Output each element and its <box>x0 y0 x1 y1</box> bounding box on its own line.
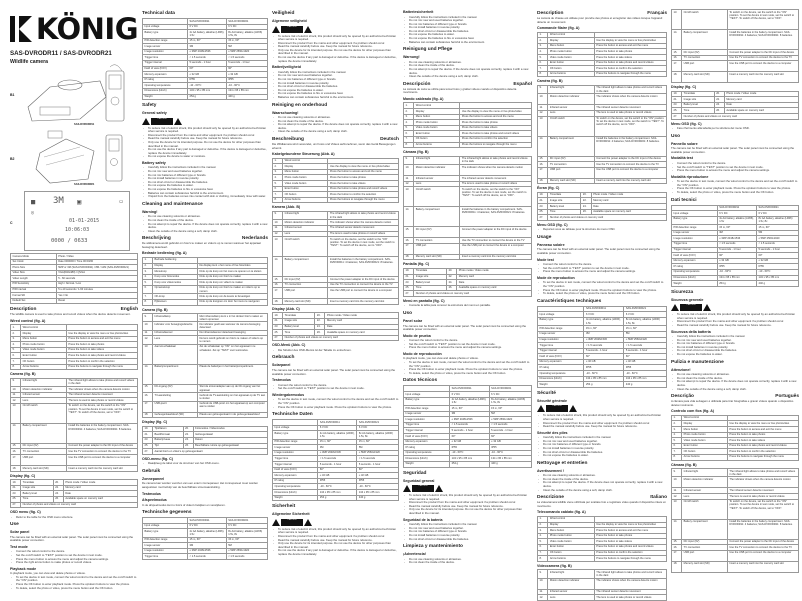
lightning-triangle-icon <box>304 519 312 526</box>
tech-data-table-nl: SAS-DVRODR11 SAS-DVRODR21 Input voltage 6 V DC 6 V DC Battery type 4x AA battery, alkaline (LR06), 1.5v 8x AA battery, alkaline (LR06) 1.5v, 8x PIR detection range 15 m, 60° 15 m, 60° Image sensor 3M 5M Image resolution ≤ 3MP 2048x1536 ≤ 5MP 2560x1920 Trigger time < 1.5 seconds < 1.5 seconds <box>142 517 268 560</box>
display-table-en: 19. Time/date 20. Photo mode / Video mode 21. Image size 22. Memory card 23. Battery level 24. Date 25. Time 26. Available space on memory card 27. Number of photos and videos on memory card <box>10 479 138 508</box>
warning-triangle-icon <box>142 118 150 125</box>
solar-heading: Solar panel <box>10 530 30 535</box>
caution-label: CAUTION <box>281 26 303 33</box>
tech-data-table-en: SAS-DVRODR11 SAS-DVRODR21 Input voltage 6 V DC 6 V DC Battery type 4x AA battery, alkaline (LR06), 1.5v 8x AA battery, alkaline (LR06) 1.5v, 8x PIR detection range 15 m, 60° 15 m, 60° Image sensor 3M 5M Image resolution ≤ 3MP 2048x1536 ≤ 5MP 2560x1920 Trigger time < 1.5 seconds < 1.5 seconds Trigger interval 5 seconds - 1 hour 5 seconds - 1 hour Field of view (FOV) 60° 60° Memory expansion ≤ 32 GB ≤ 32 GB IP rating IP55 IP55 Operating temperature -10 - 60°C -10 - 60°C Dimensions (lxbxh) 134 x 95 x 85 mm 134 x 95 x 85 mm Weight 254 g 440 g <box>142 18 268 100</box>
figure-b2-label: B2 <box>10 157 15 161</box>
figure-b1-label: B1 <box>10 93 15 97</box>
caution-warning-symbols <box>272 26 399 33</box>
language-label: English <box>120 307 138 313</box>
camera-heading: Camera (fig. B) <box>10 372 36 377</box>
display-heading: Display (fig. C) <box>10 473 36 478</box>
safety-heading-nl: Veiligheid <box>272 11 295 16</box>
column-5: Description Français La caméra de chasse est utilisée pour prendre des photos et enregistrer des vidéos lorsque l'appareil détecte un mouvement. Commande filaire (fig. A) 1. Wired control 2. Display Use the display to view the menu or live photo/video 3. Menu button Press the button to access and exit the menu 4. Photo mode button Press the button to take photos 5. Video mode button Press the button to take videos 6. Enter button Press the button to take photos and record videos 7. OK button Press the button to confirm the selection 8. Arrow buttons Press the buttons to navigate through the menu Caméra (fig. B) 9. Infrared light The infrared light allows to take photos and record videos in the dark 10. Motion detection indicator The indicator shows when the camera detects motion 11. Infrared sensor The infrared sensor detects movement 12. Lens The lens is used to take photos or record videos 13. On/off switch To switch on the device, set the switch to the "ON" position. To set the device in test mode, set the switch to "TEST". To switch off the device, set to "OFF". 14. Battery compartment Install the batteries in the battery compartment. SAS-DVRODR11: 4 batteries; SAS-DVRODR21: 8 batteries. 15. DC input (6V) Connect the power adapter to the DC input of the device 16. TV connection Use the TV connection to connect the device to the TV 17. USB port Use the USB port to connect the device to a computer 18. Memory card slot (SD) Insert a memory card into the memory card slot Écran (fig. C) 19. Time/date 20. Photo mode / Video mode 21. Image size 22. Memory card 23. Battery level 24. Date 25. Time 26. Available space on memory card 27. Number of photos and videos on memory card Menu OSD (fig. C) - Reportez-vous au tableau pour la structure du menu OSD. Usage Panneau solaire The camera can be fitted with an external solar panel. The solar panel must be connected using the available power connection. Mode test - Connect the wired control to the device. - Set the on/off switch to "TEST" position to set the device in test mode. - Press the menu button to access the menu and adjust the camera settings. Mode de reproduction - To set the device in test mode, connect the wired control to the device and set the on/off switch to the "ON" position. - Press the OK button to enter playback mode. Press the up/down buttons to view the photos. - To delete, select the photo or video, press the menu button and the OK button. Caractéristiques techniques SAS-DVRODR11 SAS-DVRODR21 Input voltage 6 V DC 6 V DC Battery type 4x AA battery, alkaline (LR06), 1.5v 8x AA battery, alkaline (LR06) 1.5v, 8x PIR detection range 15 m, 60° 15 m, 60° Image sensor 3M 5M Image resolution ≤ 3MP 2048x1536 ≤ 5MP 2560x1920 Trigger time < 1.5 seconds < 1.5 seconds Trigger interval 5 seconds - 1 hour 5 seconds - 1 hour Field of view (FOV) 60° 60° Memory expansion ≤ 32 GB ≤ 32 GB IP rating IP55 IP55 Operating temperature -10 - 60°C -10 - 60°C Dimensions (lxbxh) 134 x 95 x 85 mm 134 x 95 x 85 mm Weight 254 g 440 g Sécurité Sécurité générale CAUTION - To reduce risk of electric shock, this product should only be opened by an authorized technician when service is required. - Disconnect the product from the mains and other equipment if a problem should occur. - Read the manual carefully before use. Keep the manual for future reference. Sécurité des piles - Carefully follow the instructions included in the manual. - Do not mix new and used batteries together. - Do not mix batteries of different type or brands. - Do not install batteries in reverse polarity. - Do not short-circuit or disassemble the batteries. - Do not expose the batteries to water. Nettoyage et entretien Avertissement ! - Do not use cleaning solvents or abrasives. - Do not clean the inside of the device. - Do not attempt to repair the device. If the device does not operate correctly, replace it with a new device. - Clean the outside of the device using a soft, damp cloth. Descrizione Italiano La videocamera wildlife viene utilizzata per scattare foto e registrare video quando il dispositivo rileva un movimento. Telecomando cablato (fig. A) 1. Wired control 2. Display Use the display to view the menu or live photo/video 3. Menu button Press the button to access and exit the menu 4. Photo mode button Press the button to take photos 5. Video mode button Press the button to take videos 6. Enter button Press the button to take photos and record videos 7. OK button Press the button to confirm the selection 8. Arrow buttons Press the buttons to navigate through the menu Videocamera (fig. B) 9. Infrared light The infrared light allows to take photos and record videos in the dark 10. Motion detection indicator The indicator shows when the camera detects motion 11. Infrared sensor The infrared sensor detects movement 12. Lens The lens is used to take photos or record videos <box>537 8 667 560</box>
warning-triangle-icon <box>671 304 679 311</box>
language-label: Português <box>775 394 799 400</box>
section-description-en: Description English <box>10 307 138 313</box>
camera-table-nl: 9. Infraroodlamp Met infraroodlamp kunt u in het donker foto's maken en video's opnemen 10. Indicator voor bewegingsdetectie De indicator geeft aan wanneer de camera beweging detecteert 11. Infraroodsensor De infraroodsensor detecteert beweging 12. Lens De lens wordt gebruikt om foto's te maken of video's op te nemen 13. Aan/uit-schakelaar Zet de schakelaar op "ON" om het apparaat in te schakelen. Zet op "TEST" voor testmodus. 14. Batterijcompartiment Plaats de batterijen in het batterijcompartiment. 15. DC-ingang (6V) Sluit de stroomadapter aan op de DC-ingang van het apparaat 16. TV-aansluiting Gebruik de TV-aansluiting om het apparaat op de TV aan te sluiten 17. USB-poort Gebruik de USB-poort om het apparaat op een computer aan te sluiten 18. Geheugenkaartsleuf (SD) Plaats een geheugenkaart in de geheugenkaartsleuf <box>142 313 268 418</box>
lightning-triangle-icon <box>304 26 312 33</box>
language-label: Nederlands <box>241 236 268 242</box>
section-description-it: Descrizione Italiano <box>537 495 667 501</box>
section-description-pt: Descrição Português <box>671 394 799 400</box>
remote-table-fr: 1. Wired control 2. Display Use the display to view the menu or live photo/video 3. Menu button Press the button to access and exit the menu 4. Photo mode button Press the button to take photos 5. Video mode button Press the button to take videos 6. Enter button Press the button to take photos and record videos 7. OK button Press the button to confirm the selection 8. Arrow buttons Press the buttons to navigate through the menu <box>537 32 667 78</box>
logo-bar <box>10 16 15 42</box>
tech-data-table-it: SAS-DVRODR11 SAS-DVRODR21 Input voltage 6 V DC 6 V DC Battery type 4x AA battery, alkaline (LR06), 1.5v 8x AA battery, alkaline (LR06) 1.5v, 8x PIR detection range 15 m, 60° 15 m, 60° Image sensor 3M 5M Image resolution ≤ 3MP 2048x1536 ≤ 5MP 2560x1920 Trigger time < 1.5 seconds < 1.5 seconds Trigger interval 5 seconds - 1 hour 5 seconds - 1 hour Field of view (FOV) 60° 60° Memory expansion ≤ 32 GB ≤ 32 GB IP rating IP55 IP55 Operating temperature -10 - 60°C -10 - 60°C Dimensions (lxbxh) 134 x 95 x 85 mm 134 x 95 x 85 mm Weight 254 g 440 g <box>671 205 799 287</box>
figure-b1-caption: SAS-DVRODR11 <box>74 123 95 126</box>
logo-chevron-icon <box>19 16 32 42</box>
lightning-triangle-icon <box>435 485 443 492</box>
section-description-nl: Beschrijving Nederlands <box>142 236 268 242</box>
lcd-photo-count: 0000 / 0633 <box>51 238 88 244</box>
description-text: The wildlife camera is used to take photos and record videos when the device detects movement. <box>10 312 131 317</box>
konig-logo <box>10 12 138 46</box>
column-3: Veiligheid Algemene veiligheid CAUTION - To reduce risk of electric shock, this product should only be opened by an authorized technician when service is required. - Disconnect the product from the mains and other equipment if a problem should occur. - Read the manual carefully before use. Keep the manual for future reference. - Only use the device for its intended purpose. Do not use the device for other purposes than described in the manual. - Do not use the device if any part is damaged or defective. If the device is damaged or defective, replace the device immediately. Batterijveiligheid - Carefully follow the instructions included in the manual. - Do not mix new and used batteries together. - Do not mix batteries of different type or brands. - Do not install batteries in reverse polarity. - Do not short-circuit or disassemble the batteries. - Do not expose the batteries to water. - Do not expose the batteries to fire or excessive heat. - Batteries can contain substances harmful to the environment. Reiniging en onderhoud Waarschuwing! - Do not use cleaning solvents or abrasives. - Do not clean the inside of the device. - Do not attempt to repair the device. If the device does not operate correctly, replace it with a new device. - Clean the outside of the device using a soft, damp cloth. Beschreibung Deutsch Die Wildkamera wird verwendet, um Fotos und Videos aufzunehmen, wenn das Gerät Bewegungen erkennt. Kabelgebundene Steuerung (Abb. A) 1. Wired control 2. Display Use the display to view the menu or live photo/video 3. Menu button Press the button to access and exit the menu 4. Photo mode button Press the button to take photos 5. Video mode button Press the button to take videos 6. Enter button Press the button to take photos and record videos 7. OK button Press the button to confirm the selection 8. Arrow buttons Press the buttons to navigate through the menu Kamera (Abb. B) 9. Infrared light The infrared light allows to take photos and record videos in the dark 10. Motion detection indicator The indicator shows when the camera detects motion 11. Infrared sensor The infrared sensor detects movement 12. Lens The lens is used to take photos or record videos 13. On/off switch To switch on the device, set the switch to the "ON" position. To set the device in test mode, set the switch to "TEST". To switch off the device, set to "OFF". 14. Battery compartment Install the batteries in the battery compartment. SAS-DVRODR11: 4 batteries; SAS-DVRODR21: 8 batteries. 15. DC input (6V) Connect the power adapter to the DC input of the device 16. TV connection Use the TV connection to connect the device to the TV 17. USB port Use the USB port to connect the device to a computer 18. Memory card slot (SD) Insert a memory card into the memory card slot Display (Abb. C) 19. Time/date 20. Photo mode / Video mode 21. Image size 22. Memory card 23. Battery level 24. Date 25. Time 26. Available space on memory card 27. Number of photos and videos on memory card OSD-Menü (Abb. C) - Die Struktur des OSD-Menüs ist der Tabelle zu entnehmen. Gebrauch Solarpanel The camera can be fitted with an external solar panel. The solar panel must be connected using the available power connection. Testmodus - Connect the wired control to the device. - Set the on/off switch to "TEST" position to set the device in test mode. Wiedergabemodus - To set the device in test mode, connect the wired control to the device and set the on/off switch to the "ON" position. - Press the OK button to enter playback mode. Press the up/down buttons to view the photos. Technische Daten SAS-DVRODR11 SAS-DVRODR21 Input voltage 6 V DC 6 V DC Battery type 4x AA battery, alkaline (LR06), 1.5v 8x AA battery, alkaline (LR06) 1.5v, 8x PIR detection range 15 m, 60° 15 m, 60° Image sensor 3M 5M Image resolution ≤ 3MP 2048x1536 ≤ 5MP 2560x1920 Trigger time < 1.5 seconds < 1.5 seconds Trigger interval 5 seconds - 1 hour 5 seconds - 1 hour Field of view (FOV) 60° 60° Memory expansion ≤ 32 GB ≤ 32 GB IP rating IP55 IP55 Operating temperature -10 - 60°C -10 - 60°C Dimensions (lxbxh) 134 x 95 x 85 mm 134 x 95 x 85 mm Weight 254 g 440 g Sicherheit Allgemeine Sicherheit CAUTION - To reduce risk of electric shock, this product should only be opened by an authorized technician when service is required. - Disconnect the product from the mains and other equipment if a problem should occur. - Read the manual carefully before use. Keep the manual for future reference. - Only use the device for its intended purpose. Do not use the device for other purposes than described in the manual. - Do not use the device if any part is damaged or defective. If the device is damaged or defective, replace the device immediately. <box>272 8 399 560</box>
remote-table-en: 1. Wired control 2. Display Use the display to view the menu or live photo/video 3. Menu button Press the button to access and exit the menu 4. Photo mode button Press the button to take photos 5. Video mode button Press the button to take videos 6. Enter button Press the button to take photos and record videos 7. OK button Press the button to confirm the selection 8. Arrow buttons Press the buttons to navigate through the menu <box>10 324 138 370</box>
camera-table-it: 9. Infrared light The infrared light allows to take photos and record videos in the dark 10. Motion detection indicator The indicator shows when the camera detects motion 11. Infrared sensor The infrared sensor detects movement 12. Lens The lens is used to take photos or record videos <box>537 569 667 601</box>
warning-triangle-icon <box>272 519 280 526</box>
caution-label: CAUTION <box>546 405 568 412</box>
figure-c-label: C <box>10 221 13 225</box>
section-description-es: Descripción Español <box>403 81 532 87</box>
camera-table-en: 9. Infrared light The infrared light allows to take photos and record videos in the dark 10. Motion detection indicator The indicator shows when the camera detects motion 11. Infrared sensor The infrared sensor detects movement 12. Lens The lens is used to take photos or record videos 13. On/off switch To switch on the device, set the switch to the "ON" position. To set the device in test mode, set the switch to "TEST". To switch off the device, set to "OFF". 14. Battery compartment Install the batteries in the battery compartment. SAS-DVRODR11: 4 batteries; SAS-DVRODR21: 8 batteries. 15. DC input (6V) Connect the power adapter to the DC input of the device 16. TV connection Use the TV connection to connect the device to the TV 17. USB port Use the USB port to connect the device to a computer 18. Memory card slot (SD) Insert a memory card into the memory card slot <box>10 378 138 472</box>
test-mode-heading: Test mode <box>10 544 28 549</box>
column-1: KÖNIG SAS-DVRODR11 / SAS-DVRODR21 Wildlife camera B1 SAS-DVRODR11 B2 SAS-DVRODR21 C ■ 3M ▣ ▭ ◎ 01-01-2015 10:06:03 0000 / 0633 Camera Mode Photo / Video Set Clock Date 00/00/00 / Time 00:00/00 Photo Size 5MP or 3M (SAS-DVRODR11) / 8M / 12M (SAS-DVRODR21) Video Size VGA(640x480) / QVGA Video Length 5 - 60 seconds PIR Sensitivity High / Normal / Low PIR Interval 5 s-10 seconds / 1-60 minutes Format SD Yes / No Default Set Reset Description English The wildlife camera is used to take photos and record videos when the device detects movement. Wired control (fig. A) 1. Wired control 2. Display Use the display to view the menu or live photo/video 3. Menu button Press the button to access and exit the menu 4. Photo mode button Press the button to take photos 5. Video mode button Press the button to take videos 6. Enter button Press the button to take photos and record videos 7. OK button Press the button to confirm the selection 8. Arrow buttons Press the buttons to navigate through the menu Camera (fig. B) 9. Infrared light The infrared light allows to take photos and record videos in the dark 10. Motion detection indicator The indicator shows when the camera detects motion 11. Infrared sensor The infrared sensor detects movement 12. Lens The lens is used to take photos or record videos 13. On/off switch To switch on the device, set the switch to the "ON" position. To set the device in test mode, set the switch to "TEST". To switch off the device, set to "OFF". 14. Battery compartment Install the batteries in the battery compartment. SAS-DVRODR11: 4 batteries; SAS-DVRODR21: 8 batteries. 15. DC input (6V) Connect the power adapter to the DC input of the device 16. TV connection Use the TV connection to connect the device to the TV 17. USB port Use the USB port to connect the device to a computer 18. Memory card slot (SD) Insert a memory card into the memory card slot Display (fig. C) 19. Time/date 20. Photo mode / Video mode 21. Image size 22. Memory card 23. Battery level 24. Date 25. Time 26. Available space on memory card 27. Number of photos and videos on memory card OSD menu (fig. C) - Refer to the table for the OSD menu structure. Use Solar panel The camera can be fitted with an external solar panel. The solar panel must be connected using the available power connection. Test mode - Connect the wired control to the device. - Set the on/off switch to "TEST" position to set the device in test mode. - Press the menu button to access the menu and adjust the camera settings. - Press the right arrow button to make photos or record videos. Playback mode In playback mode, you can view and delete photos or videos. - To set the device in test mode, connect the wired control to the device and set the on/off switch to the "ON" position. - Press the OK button to enter playback mode. Press the up/down buttons to view the photos. - To delete, select the photo or video, press the menu button and the OK button. <box>10 8 138 560</box>
warning-triangle-icon <box>272 26 280 33</box>
battery-icon: ▭ <box>119 198 123 205</box>
caution-label: CAUTION <box>680 304 702 311</box>
camera-heading-nl: Camera (fig. B) <box>142 307 168 312</box>
camera-table-pt: 9. Infrared light The infrared light allows to take photos and record videos in the dark 10. Motion detection indicator The indicator shows when the camera detects motion 11. Infrared sensor The infrared sensor detects movement 12. Lens The lens is used to take photos or record videos 13. On/off switch To switch on the device, set the switch to the "ON" position. To set the device in test mode, set the switch to "TEST". To switch off the device, set to "OFF". 14. Battery compartment Install the batteries in the battery compartment. SAS-DVRODR11: 4 batteries; SAS-DVRODR21: 8 batteries. 15. DC input (6V) Connect the power adapter to the DC input of the device 16. TV connection Use the TV connection to connect the device to the TV 17. USB port Use the USB port to connect the device to a computer 18. Memory card slot (SD) Insert a memory card into the memory card slot <box>671 468 799 573</box>
remote-heading: Wired control (fig. A) <box>10 318 46 323</box>
remote-heading-nl: Bedrade bediening (fig. A) <box>142 251 187 256</box>
lightning-triangle-icon <box>569 405 577 412</box>
brand-name: KÖNIG <box>35 12 138 46</box>
tech-data-table-fr: SAS-DVRODR11 SAS-DVRODR21 Input voltage 6 V DC 6 V DC Battery type 4x AA battery, alkaline (LR06), 1.5v 8x AA battery, alkaline (LR06) 1.5v, 8x PIR detection range 15 m, 60° 15 m, 60° Image sensor 3M 5M Image resolution ≤ 3MP 2048x1536 ≤ 5MP 2560x1920 Trigger time < 1.5 seconds < 1.5 seconds Trigger interval 5 seconds - 1 hour 5 seconds - 1 hour Field of view (FOV) 60° 60° Memory expansion ≤ 32 GB ≤ 32 GB IP rating IP55 IP55 Operating temperature -10 - 60°C -10 - 60°C Dimensions (lxbxh) 134 x 95 x 85 mm 134 x 95 x 85 mm Weight 254 g 440 g <box>537 306 667 388</box>
lcd-time: 10:06:03 <box>65 227 90 233</box>
column-2: Technical data SAS-DVRODR11 SAS-DVRODR21 Input voltage 6 V DC 6 V DC Battery type 4x AA battery, alkaline (LR06), 1.5v 8x AA battery, alkaline (LR06) 1.5v, 8x PIR detection range 15 m, 60° 15 m, 60° Image sensor 3M 5M Image resolution ≤ 3MP 2048x1536 ≤ 5MP 2560x1920 Trigger time < 1.5 seconds < 1.5 seconds Trigger interval 5 seconds - 1 hour 5 seconds - 1 hour Field of view (FOV) 60° 60° Memory expansion ≤ 32 GB ≤ 32 GB IP rating IP55 IP55 Operating temperature -10 - 60°C -10 - 60°C Dimensions (lxbxh) 134 x 95 x 85 mm 134 x 95 x 85 mm Weight 254 g 440 g Safety General safety CAUTION - To reduce risk of electric shock, this product should only be opened by an authorized technician when service is required. - Disconnect the product from the mains and other equipment if a problem should occur. - Read the manual carefully before use. Keep the manual for future reference. - Only use the device for its intended purpose. Do not use the device for other purposes than described in the manual. - Do not use the device if any part is damaged or defective. If the device is damaged or defective, replace the device immediately. - Do not expose the device to water or moisture. Battery safety - Carefully follow the instructions included in the manual. - Do not mix new and used batteries together. - Do not mix batteries of different type or brands. - Do not install batteries in reverse polarity. - Do not short-circuit or disassemble the batteries. - Do not expose the batteries to water. - Do not expose the batteries to fire or excessive heat. - Batteries can contain substances harmful to the environment. - If liquid from the batteries comes into contact with skin or clothing, immediately rinse with water. Cleaning and maintenance Warning! - Do not use cleaning solvents or abrasives. - Do not clean the inside of the device. - Do not attempt to repair the device. If the device does not operate correctly, replace it with a new device. - Clean the outside of the device using a soft, damp cloth. Beschrijving Nederlands De wildcamera wordt gebruikt om foto's te maken en video's op te nemen wanneer het apparaat beweging detecteert. Bedrade bediening (fig. A) 1. Bedrade bediening 2. Display De display kunt u het menu of live foto/video 3. Menuknop Druk op de knop om het menu te openen en te sluiten 4. Knop voor fotomodus Druk op de knop om foto's te maken 5. Knop voor videomodus Druk op de knop om video's te maken 6. Opnameknop Druk op de knop om foto's te maken en video's op te nemen 7. OK-knop Druk op de knop om de keuze te bevestigen 8. Pijltoetsen Druk op de knoppen om door het menu te navigeren Camera (fig. B) 9. Infraroodlamp Met infraroodlamp kunt u in het donker foto's maken en video's opnemen 10. Indicator voor bewegingsdetectie De indicator geeft aan wanneer de camera beweging detecteert 11. Infraroodsensor De infraroodsensor detecteert beweging 12. Lens De lens wordt gebruikt om foto's te maken of video's op te nemen 13. Aan/uit-schakelaar Zet de schakelaar op "ON" om het apparaat in te schakelen. Zet op "TEST" voor testmodus. 14. Batterijcompartiment Plaats de batterijen in het batterijcompartiment. 15. DC-ingang (6V) Sluit de stroomadapter aan op de DC-ingang van het apparaat 16. TV-aansluiting Gebruik de TV-aansluiting om het apparaat op de TV aan te sluiten 17. USB-poort Gebruik de USB-poort om het apparaat op een computer aan te sluiten 18. Geheugenkaartsleuf (SD) Plaats een geheugenkaart in de geheugenkaartsleuf Display (fig. C) 19. Tijd/datum 20. Fotomodus / Videomodus 21. Beeldformaat 22. Geheugenkaart 23. Batterijniveau 24. Datum 25. Tijd 26. Beschikbare ruimte op geheugenkaart 27. Aantal foto's en video's op geheugenkaart OSD-menu (fig. C) - Raadpleeg de tabel voor de structuur van het OSD-menu. Gebruik Zonnepaneel De camera kan worden voorzien van een extern zonnepaneel. Het zonnepaneel moet worden aangesloten met behulp van de beschikbare stroomaansluiting. Testmodus Afspeelmodus In de afspeelmodus kunt u foto's of video's bekijken en verwijderen. Technische gegevens SAS-DVRODR11 SAS-DVRODR21 Input voltage 6 V DC 6 V DC Battery type 4x AA battery, alkaline (LR06), 1.5v 8x AA battery, alkaline (LR06) 1.5v, 8x PIR detection range 15 m, 60° 15 m, 60° Image sensor 3M 5M Image resolution ≤ 3MP 2048x1536 ≤ 5MP 2560x1920 Trigger time < 1.5 seconds < 1.5 seconds <box>142 8 268 560</box>
image-size-indicator: 3M <box>53 196 64 206</box>
display-heading-nl: Display (fig. C) <box>142 420 168 425</box>
remote-table-pt: 1. Wired control 2. Display Use the display to view the menu or live photo/video 3. Menu button Press the button to access and exit the menu 4. Photo mode button Press the button to take photos 5. Video mode button Press the button to take videos 6. Enter button Press the button to take photos and record videos 7. OK button Press the button to confirm the selection 8. Arrow buttons Press the buttons to navigate through the menu <box>671 415 799 461</box>
model-number: SAS-DVRODR11 / SAS-DVRODR21 <box>10 50 112 57</box>
caution-label: CAUTION <box>151 118 173 125</box>
motion-icon: ◎ <box>31 210 35 216</box>
display-table-it: 19. Time/date 20. Photo mode / Video mode 21. Image size 22. Memory card 23. Battery level 24. Date 25. Time 26. Available space on memory card 27. Number of photos and videos on memory card <box>671 91 799 120</box>
caution-warning-symbols <box>142 118 268 125</box>
caution-warning-symbols <box>272 519 399 526</box>
osd-heading: OSD menu (fig. C) <box>10 510 41 515</box>
camera-table-fr: 9. Infrared light The infrared light allows to take photos and record videos in the dark 10. Motion detection indicator The indicator shows when the camera detects motion 11. Infrared sensor The infrared sensor detects movement 12. Lens The lens is used to take photos or record videos 13. On/off switch To switch on the device, set the switch to the "ON" position. To set the device in test mode, set the switch to "TEST". To switch off the device, set to "OFF". 14. Battery compartment Install the batteries in the battery compartment. SAS-DVRODR11: 4 batteries; SAS-DVRODR21: 8 batteries. 15. DC input (6V) Connect the power adapter to the DC input of the device 16. TV connection Use the TV connection to connect the device to the TV 17. USB port Use the USB port to connect the device to a computer 18. Memory card slot (SD) Insert a memory card into the memory card slot <box>537 85 667 184</box>
warning-triangle-icon <box>537 405 545 412</box>
column-4: Batteriesicherheit - Carefully follow the instructions included in the manual. - Do not mix new and used batteries together. - Do not mix batteries of different type or brands. - Do not install batteries in reverse polarity. - Do not short-circuit or disassemble the batteries. - Do not expose the batteries to water. - Do not expose the batteries to fire or excessive heat. - Batteries can contain substances harmful to the environment. Reinigung und Pflege Warnung! - Do not use cleaning solvents or abrasives. - Do not clean the inside of the device. - Do not attempt to repair the device. If the device does not operate correctly, replace it with a new device. - Clean the outside of the device using a soft, damp cloth. Descripción Español La cámara de caza se utiliza para tomar fotos y grabar vídeos cuando el dispositivo detecta movimiento. Mando cableado (fig. A) 1. Wired control 2. Display Use the display to view the menu or live photo/video 3. Menu button Press the button to access and exit the menu 4. Photo mode button Press the button to take photos 5. Video mode button Press the button to take videos 6. Enter button Press the button to take photos and record videos 7. OK button Press the button to confirm the selection 8. Arrow buttons Press the buttons to navigate through the menu Cámara (fig. B) 9. Infrared light The infrared light allows to take photos and record videos in the dark 10. Motion detection indicator The indicator shows when the camera detects motion 11. Infrared sensor The infrared sensor detects movement 12. Lens The lens is used to take photos or record videos 13. On/off switch To switch on the device, set the switch to the "ON" position. To set the device in test mode, set the switch to "TEST". To switch off the device, set to "OFF". 14. Battery compartment Install the batteries in the battery compartment. SAS-DVRODR11: 4 batteries; SAS-DVRODR21: 8 batteries. 15. DC input (6V) Connect the power adapter to the DC input of the device 16. TV connection Use the TV connection to connect the device to the TV 17. USB port Use the USB port to connect the device to a computer 18. Memory card slot (SD) Insert a memory card into the memory card slot Pantalla (fig. C) 19. Time/date 20. Photo mode / Video mode 21. Image size 22. Memory card 23. Battery level 24. Date 25. Time 26. Available space on memory card 27. Number of photos and videos on memory card Menú en pantalla (fig. C) - Consulte la tabla para conocer la estructura del menú en pantalla. Uso Panel solar The camera can be fitted with an external solar panel. The solar panel must be connected using the available power connection. Modo de prueba - Connect the wired control to the device. - Set the on/off switch to "TEST" position to set the device in test mode. - Press the menu button to access the menu and adjust the camera settings. Modo de reproducción In playback mode, you can view and delete photos or videos. - To set the device in test mode, connect the wired control to the device and set the on/off switch to the "ON" position. - Press the OK button to enter playback mode. Press the up/down buttons to view the photos. - To delete, select the photo or video, press the menu button and the OK button. Datos técnicos SAS-DVRODR11 SAS-DVRODR21 Input voltage 6 V DC 6 V DC Battery type 4x AA battery, alkaline (LR06), 1.5v 8x AA battery, alkaline (LR06) 1.5v, 8x PIR detection range 15 m, 60° 15 m, 60° Image sensor 3M 5M Image resolution ≤ 3MP 2048x1536 ≤ 5MP 2560x1920 Trigger time < 1.5 seconds < 1.5 seconds Trigger interval 5 seconds - 1 hour 5 seconds - 1 hour Field of view (FOV) 60° 60° Memory expansion ≤ 32 GB ≤ 32 GB IP rating IP55 IP55 Operating temperature -10 - 60°C -10 - 60°C Dimensions (lxbxh) 134 x 95 x 85 mm 134 x 95 x 85 mm Weight 254 g 440 g Seguridad Seguridad general CAUTION - To reduce risk of electric shock, this product should only be opened by an authorized technician when service is required. - Disconnect the product from the mains and other equipment if a problem should occur. - Read the manual carefully before use. Keep the manual for future reference. - Only use the device for its intended purpose. Do not use the device for other purposes than described in the manual. Seguridad de la batería - Carefully follow the instructions included in the manual. - Do not mix new and used batteries together. - Do not mix batteries of different type or brands. - Do not install batteries in reverse polarity. - Do not short-circuit or disassemble the batteries. Limpieza y mantenimiento ¡Advertencia! - Do not use cleaning solvents or abrasives. - Do not clean the inside of the device. <box>403 8 532 560</box>
camera-table-de: 9. Infrared light The infrared light allows to take photos and record videos in the dark 10. Motion detection indicator The indicator shows when the camera detects motion 11. Infrared sensor The infrared sensor detects movement 12. Lens The lens is used to take photos or record videos 13. On/off switch To switch on the device, set the switch to the "ON" position. To set the device in test mode, set the switch to "TEST". To switch off the device, set to "OFF". 14. Battery compartment Install the batteries in the battery compartment. SAS-DVRODR11: 4 batteries; SAS-DVRODR21: 8 batteries. 15. DC input (6V) Connect the power adapter to the DC input of the device 16. TV connection Use the TV connection to connect the device to the TV 17. USB port Use the USB port to connect the device to a computer 18. Memory card slot (SD) Insert a memory card into the memory card slot <box>272 211 399 305</box>
column-6: 13. On/off switch To switch on the device, set the switch to the "ON" position. To set the device in test mode, set the switch to "TEST". To switch off the device, set to "OFF". 14. Battery compartment Install the batteries in the battery compartment. SAS-DVRODR11: 4 batteries; SAS-DVRODR21: 8 batteries. 15. DC input (6V) Connect the power adapter to the DC input of the device 16. TV connection Use the TV connection to connect the device to the TV 17. USB port Use the USB port to connect the device to a computer 18. Memory card slot (SD) Insert a memory card into the memory card slot Display (fig. C) 19. Time/date 20. Photo mode / Video mode 21. Image size 22. Memory card 23. Battery level 24. Date 25. Time 26. Available space on memory card 27. Number of photos and videos on memory card Menu OSD (fig. C) - Fare riferimento alla tabella per la struttura del menu OSD. Uso Pannello solare The camera can be fitted with an external solar panel. The solar panel must be connected using the available power connection. Modalità test - Connect the wired control to the device. - Set the on/off switch to "TEST" position to set the device in test mode. - Press the menu button to access the menu and adjust the camera settings. Modalità riproduzione - To set the device in test mode, connect the wired control to the device and set the on/off switch to the "ON" position. - Press the OK button to enter playback mode. Press the up/down buttons to view the photos. - To delete, select the photo or video, press the menu button and the OK button. Dati tecnici SAS-DVRODR11 SAS-DVRODR21 Input voltage 6 V DC 6 V DC Battery type 4x AA battery, alkaline (LR06), 1.5v 8x AA battery, alkaline (LR06) 1.5v, 8x PIR detection range 15 m, 60° 15 m, 60° Image sensor 3M 5M Image resolution ≤ 3MP 2048x1536 ≤ 5MP 2560x1920 Trigger time < 1.5 seconds < 1.5 seconds Trigger interval 5 seconds - 1 hour 5 seconds - 1 hour Field of view (FOV) 60° 60° Memory expansion ≤ 32 GB ≤ 32 GB IP rating IP55 IP55 Operating temperature -10 - 60°C -10 - 60°C Dimensions (lxbxh) 134 x 95 x 85 mm 134 x 95 x 85 mm Weight 254 g 440 g Sicurezza Sicurezza generale CAUTION - To reduce risk of electric shock, this product should only be opened by an authorized technician when service is required. - Disconnect the product from the mains and other equipment if a problem should occur. - Read the manual carefully before use. Keep the manual for future reference. Sicurezza della batteria - Carefully follow the instructions included in the manual. - Do not mix new and used batteries together. - Do not mix batteries of different type or brands. - Do not install batteries in reverse polarity. - Do not short-circuit or disassemble the batteries. - Do not expose the batteries to water. Pulizia e manutenzione Attenzione! - Do not use cleaning solvents or abrasives. - Do not clean the inside of the device. - Do not attempt to repair the device. If the device does not operate correctly, replace it with a new device. - Clean the outside of the device using a soft, damp cloth. Descrição Português A câmara para vida selvagem é utilizada para tirar fotografias e gravar vídeos quando o dispositivo deteta movimento. Controlo com fios (fig. A) 1. Wired control 2. Display Use the display to view the menu or live photo/video 3. Menu button Press the button to access and exit the menu 4. Photo mode button Press the button to take photos 5. Video mode button Press the button to take videos 6. Enter button Press the button to take photos and record videos 7. OK button Press the button to confirm the selection 8. Arrow buttons Press the buttons to navigate through the menu Câmara (fig. B) 9. Infrared light The infrared light allows to take photos and record videos in the dark 10. Motion detection indicator The indicator shows when the camera detects motion 11. Infrared sensor The infrared sensor detects movement 12. Lens The lens is used to take photos or record videos 13. On/off switch To switch on the device, set the switch to the "ON" position. To set the device in test mode, set the switch to "TEST". To switch off the device, set to "OFF". 14. Battery compartment Install the batteries in the battery compartment. SAS-DVRODR11: 4 batteries; SAS-DVRODR21: 8 batteries. 15. DC input (6V) Connect the power adapter to the DC input of the device 16. TV connection Use the TV connection to connect the device to the TV 17. USB port Use the USB port to connect the device to a computer 18. Memory card slot (SD) Insert a memory card into the memory card slot <box>671 8 799 560</box>
warning-heading: Warning! <box>142 209 158 214</box>
display-table-es: 19. Time/date 20. Photo mode / Video mode 21. Image size 22. Memory card 23. Battery level 24. Date 25. Time 26. Available space on memory card 27. Number of photos and videos on memory card <box>403 268 532 297</box>
remote-table-nl: 1. Bedrade bediening 2. Display De display kunt u het menu of live foto/video 3. Menuknop Druk op de knop om het menu te openen en te sluiten 4. Knop voor fotomodus Druk op de knop om foto's te maken 5. Knop voor videomodus Druk op de knop om video's te maken 6. Opnameknop Druk op de knop om foto's te maken en video's op te nemen 7. OK-knop Druk op de knop om de keuze te bevestigen 8. Pijltoetsen Druk op de knoppen om door het menu te navigeren <box>142 257 268 306</box>
lcd-date: 01-01-2015 <box>69 218 100 224</box>
tech-data-heading: Technical data <box>142 11 175 16</box>
general-safety-heading: General safety <box>142 111 167 116</box>
figure-b2 <box>10 129 138 189</box>
caution-label: CAUTION <box>412 485 434 492</box>
language-label: Français <box>647 11 667 16</box>
figure-b1 <box>10 67 138 129</box>
memory-card-icon: ▣ <box>77 198 82 206</box>
use-heading: Use <box>10 522 19 528</box>
caution-warning-symbols <box>671 304 799 311</box>
camera-table-it-continued: 13. On/off switch To switch on the device, set the switch to the "ON" position. To set the device in test mode, set the switch to "TEST". To switch off the device, set to "OFF". 14. Battery compartment Install the batteries in the battery compartment. SAS-DVRODR11: 4 batteries; SAS-DVRODR21: 8 batteries. 15. DC input (6V) Connect the power adapter to the DC input of the device 16. TV connection Use the TV connection to connect the device to the TV 17. USB port Use the USB port to connect the device to a computer 18. Memory card slot (SD) Insert a memory card into the memory card slot <box>671 9 799 83</box>
tech-data-heading-nl: Technische gegevens <box>142 510 192 516</box>
section-description-de: Beschreibung Deutsch <box>272 136 399 142</box>
osd-spec-table: Camera Mode Photo / Video Set Clock Date 00/00/00 / Time 00:00/00 Photo Size 5MP or 3M (SAS-DVRODR11) / 8M / 12M (SAS-DVRODR21) Video Size VGA(640x480) / QVGA Video Length 5 - 60 seconds PIR Sensitivity High / Normal / Low PIR Interval 5 s-10 seconds / 1-60 minutes Format SD Yes / No Default Set Reset <box>10 253 138 304</box>
remote-table-it: 1. Wired control 2. Display Use the display to view the menu or live photo/video 3. Menu button Press the button to access and exit the menu 4. Photo mode button Press the button to take photos 5. Video mode button Press the button to take videos 6. Enter button Press the button to take photos and record videos 7. OK button Press the button to confirm the selection 8. Arrow buttons Press the buttons to navigate through the menu <box>537 516 667 562</box>
language-label: Italiano <box>650 495 667 501</box>
section-description-fr: Description Français <box>537 11 667 16</box>
camera-table-es: 9. Infrared light The infrared light allows to take photos and record videos in the dark 10. Motion detection indicator The indicator shows when the camera detects motion 11. Infrared sensor The infrared sensor detects movement 12. Lens The lens is used to take photos or record videos 13. On/off switch To switch on the device, set the switch to the "ON" position. To set the device in test mode, set the switch to "TEST". To switch off the device, set to "OFF". 14. Battery compartment Install the batteries in the battery compartment. SAS-DVRODR11: 4 batteries; SAS-DVRODR21: 8 batteries. 15. DC input (6V) Connect the power adapter to the DC input of the device 16. TV connection Use the TV connection to connect the device to the TV 17. USB port Use the USB port to connect the device to a computer 18. Memory card slot (SD) Insert a memory card into the memory card slot <box>403 156 532 261</box>
camera-mode-icon: ■ <box>31 198 36 206</box>
lightning-triangle-icon <box>703 304 711 311</box>
cleaning-heading: Cleaning and maintenance <box>142 201 203 207</box>
language-label: Español <box>513 81 532 87</box>
warning-triangle-icon <box>403 485 411 492</box>
tech-data-table-de: SAS-DVRODR11 SAS-DVRODR21 Input voltage 6 V DC 6 V DC Battery type 4x AA battery, alkaline (LR06), 1.5v 8x AA battery, alkaline (LR06) 1.5v, 8x PIR detection range 15 m, 60° 15 m, 60° Image sensor 3M 5M Image resolution ≤ 3MP 2048x1536 ≤ 5MP 2560x1920 Trigger time < 1.5 seconds < 1.5 seconds Trigger interval 5 seconds - 1 hour 5 seconds - 1 hour Field of view (FOV) 60° 60° Memory expansion ≤ 32 GB ≤ 32 GB IP rating IP55 IP55 Operating temperature -10 - 60°C -10 - 60°C Dimensions (lxbxh) 134 x 95 x 85 mm 134 x 95 x 85 mm Weight 254 g 440 g <box>272 419 399 501</box>
safety-heading: Safety <box>142 103 157 109</box>
battery-safety-heading: Battery safety <box>142 160 166 165</box>
camera-illustration-b1 <box>10 67 138 129</box>
display-table-nl: 19. Tijd/datum 20. Fotomodus / Videomodus 21. Beeldformaat 22. Geheugenkaart 23. Batterijniveau 24. Datum 25. Tijd 26. Beschikbare ruimte op geheugenkaart 27. Aantal foto's en video's op geheugenkaart <box>142 426 268 455</box>
caution-warning-symbols <box>537 405 667 412</box>
figure-b2-caption: SAS-DVRODR21 <box>74 183 95 186</box>
product-name: Wildlife camera <box>10 59 49 65</box>
caution-label: CAUTION <box>281 519 303 526</box>
lightning-triangle-icon <box>174 118 182 125</box>
display-table-de: 19. Time/date 20. Photo mode / Video mode 21. Image size 22. Memory card 23. Battery level 24. Date 25. Time 26. Available space on memory card 27. Number of photos and videos on memory card <box>272 312 399 341</box>
tech-data-table-es: SAS-DVRODR11 SAS-DVRODR21 Input voltage 6 V DC 6 V DC Battery type 4x AA battery, alkaline (LR06), 1.5v 8x AA battery, alkaline (LR06) 1.5v, 8x PIR detection range 15 m, 60° 15 m, 60° Image sensor 3M 5M Image resolution ≤ 3MP 2048x1536 ≤ 5MP 2560x1920 Trigger time < 1.5 seconds < 1.5 seconds Trigger interval 5 seconds - 1 hour 5 seconds - 1 hour Field of view (FOV) 60° 60° Memory expansion ≤ 32 GB ≤ 32 GB IP rating IP55 IP55 Operating temperature -10 - 60°C -10 - 60°C Dimensions (lxbxh) 134 x 95 x 85 mm 134 x 95 x 85 mm Weight 254 g 440 g <box>403 385 532 467</box>
figure-c <box>10 191 138 251</box>
lcd-screen-diagram <box>24 191 130 251</box>
remote-table-es: 1. Wired control 2. Display Use the display to view the menu or live photo/video 3. Menu button Press the button to access and exit the menu 4. Photo mode button Press the button to take photos 5. Video mode button Press the button to take videos 6. Enter button Press the button to take photos and record videos 7. OK button Press the button to confirm the selection 8. Arrow buttons Press the buttons to navigate through the menu <box>403 102 532 148</box>
camera-illustration-b2 <box>10 129 138 189</box>
display-table-fr: 19. Time/date 20. Photo mode / Video mode 21. Image size 22. Memory card 23. Battery level 24. Date 25. Time 26. Available space on memory card 27. Number of photos and videos on memory card <box>537 192 667 221</box>
remote-table-de: 1. Wired control 2. Display Use the display to view the menu or live photo/video 3. Menu button Press the button to access and exit the menu 4. Photo mode button Press the button to take photos 5. Video mode button Press the button to take videos 6. Enter button Press the button to take photos and record videos 7. OK button Press the button to confirm the selection 8. Arrow buttons Press the buttons to navigate through the menu <box>272 158 399 204</box>
caution-warning-symbols <box>403 485 532 492</box>
playback-heading: Playback mode <box>10 566 37 571</box>
language-label: Deutsch <box>380 136 399 142</box>
